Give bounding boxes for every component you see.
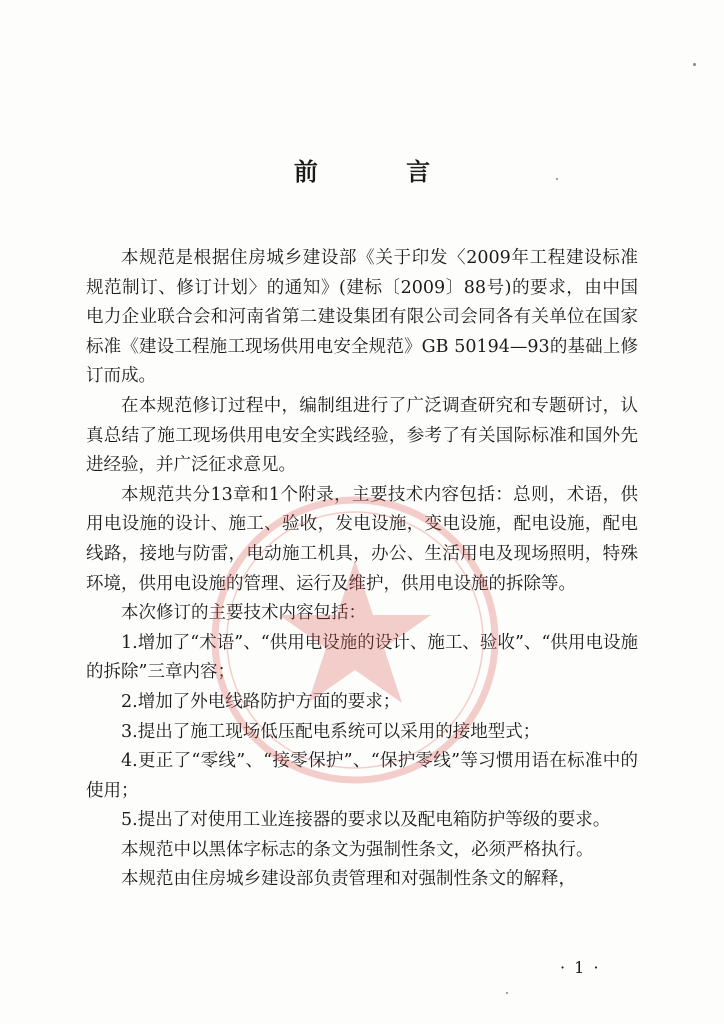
paragraph: 本次修订的主要技术内容包括： [121,603,366,624]
paragraph: 本规范由住房城乡建设部负责管理和对强制性条文的解释， [121,869,576,890]
scan-speck [556,178,558,180]
page-title: 前 言 [293,158,471,186]
paragraph: 本规范共分13章和1个附录，主要技术内容包括：总则，术语，供用电设施的设计、施工、验收，发电设施，变电设施，配电设施，配电线路，接地与防雷，电动施工机具，办公、生活用电及现场照明，特殊环境，供用电设施的管理、运行及维护，供用电设施的拆除等。 [86,484,638,594]
body-text [86,244,638,895]
list-item: 3.提出了施工现场低压配电系统可以采用的接地型式； [121,721,541,742]
list-item: 4.更正了“零线”、“接零保护”、“保护零线”等习惯用语在标准中的使用； [86,751,638,801]
list-item: 1.增加了“术语”、“供用电设施的设计、施工、验收”、“供用电设施的拆除”三章内容； [86,632,638,683]
paragraph: 本规范是根据住房城乡建设部《关于印发〈2009年工程建设标准规范制订、修订计划〉的通知》(建标〔2009〕88号)的要求，由中国电力企业联合会和河南省第二建设集团有限公司会同各有关单位在国家标准《建设工程施工现场供用电安全规范》GB 50194—93的基础上修订而成。 [86,248,638,387]
paragraph: 本规范中以黑体字标志的条文为强制性条文，必须严格执行。 [121,839,594,860]
page-number: · 1 · [560,958,601,977]
list-item: 5.提出了对使用工业连接器的要求以及配电箱防护等级的要求。 [121,810,611,831]
scan-speck [693,63,696,66]
paragraph: 在本规范修订过程中，编制组进行了广泛调查研究和专题研讨，认真总结了施工现场供用电安全实践经验，参考了有关国际标准和国外先进经验，并广泛征求意见。 [86,395,638,476]
list-item: 2.增加了外电线路防护方面的要求； [121,691,401,712]
scan-speck [506,992,508,994]
